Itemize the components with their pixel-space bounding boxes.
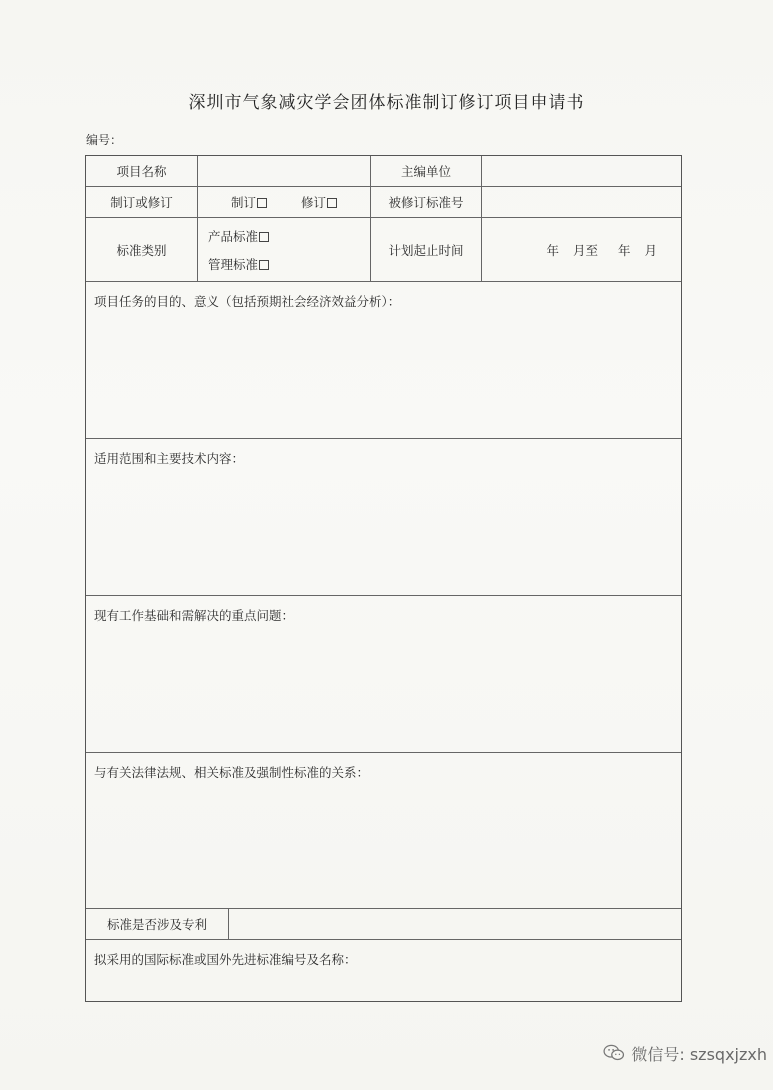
checkbox-product-standard[interactable] (259, 232, 269, 242)
scope-section[interactable] (86, 439, 681, 596)
scope-label: 适用范围和主要技术内容： (94, 451, 245, 466)
purpose-label: 项目任务的目的、意义（包括预期社会经济效益分析）： (94, 294, 401, 309)
lead-unit-field[interactable] (482, 156, 681, 187)
intl-standard-section[interactable] (86, 940, 681, 1001)
month-end-unit: 月 (644, 242, 657, 258)
plan-time-label: 计划起止时间 (371, 218, 482, 282)
option-revise[interactable]: 修订 (301, 193, 337, 211)
relation-section[interactable] (86, 753, 681, 909)
revised-standard-label: 被修订标准号 (371, 187, 482, 218)
wechat-watermark (603, 1040, 767, 1066)
patent-label: 标准是否涉及专利 (86, 909, 229, 940)
patent-field[interactable] (229, 909, 681, 940)
month-to-unit: 月至 (572, 242, 598, 258)
document-title: 深圳市气象减灾学会团体标准制订修订项目申请书 (188, 93, 585, 113)
option-make[interactable]: 制订 (231, 193, 267, 211)
option-management-standard[interactable]: 管理标准 (208, 255, 269, 273)
serial-number-label: 编号： (86, 133, 123, 147)
basis-section[interactable] (86, 596, 681, 753)
checkbox-management-standard[interactable] (259, 260, 269, 270)
wechat-icon (603, 1044, 625, 1062)
standard-category-options (198, 218, 371, 282)
revised-standard-field[interactable] (482, 187, 681, 218)
checkbox-make[interactable] (257, 198, 267, 208)
basis-label: 现有工作基础和需解决的重点问题： (94, 608, 295, 623)
lead-unit-label: 主编单位 (371, 156, 482, 187)
option-product-standard[interactable]: 产品标准 (208, 227, 269, 245)
application-form-table (85, 155, 682, 1002)
intl-standard-label: 拟采用的国际标准或国外先进标准编号及名称： (94, 952, 357, 967)
year-end-unit: 年 (617, 242, 631, 258)
plan-time-field[interactable] (482, 218, 681, 282)
relation-label: 与有关法律法规、相关标准及强制性标准的关系： (94, 765, 370, 780)
make-or-revise-options (198, 187, 371, 218)
project-name-label: 项目名称 (86, 156, 198, 187)
standard-category-label: 标准类别 (86, 218, 198, 282)
make-or-revise-label: 制订或修订 (86, 187, 198, 218)
checkbox-revise[interactable] (327, 198, 337, 208)
project-name-field[interactable] (198, 156, 371, 187)
year-start-unit: 年 (546, 242, 559, 258)
purpose-section[interactable] (86, 282, 681, 439)
watermark-text: 微信号: szsqxjzxh (631, 1044, 767, 1064)
